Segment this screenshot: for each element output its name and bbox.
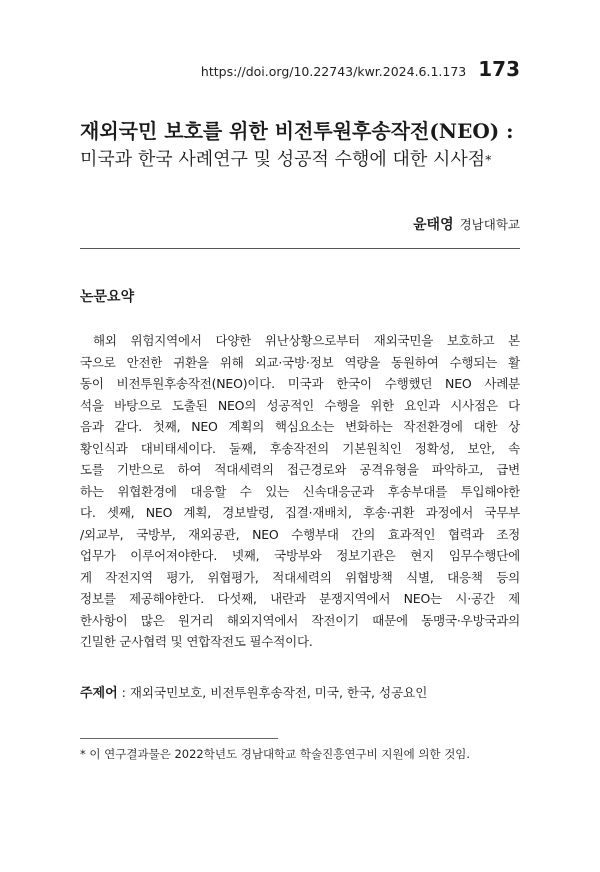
abstract-line: 음과 같다. 첫째, NEO 계획의 핵심요소는 변화하는 작전환경에 대한 상	[80, 419, 520, 434]
abstract-line: 동이 비전투원후송작전(NEO)이다. 미국과 한국이 수행했던 NEO 사례분	[80, 376, 520, 391]
abstract-line: 국으로 안전한 귀환을 위해 외교·국방·정보 역량을 동원하여 수행되는 활	[80, 354, 520, 370]
abstract-line: 정보를 제공해야한다. 다섯째, 내란과 분쟁지역에서 NEO는 시·공간 제	[80, 591, 520, 606]
abstract-line: 게 작전지역 평가, 위협평가, 적대세력의 위협방책 식별, 대응책 등의	[80, 569, 520, 585]
abstract-line: 다. 셋째, NEO 계획, 경보발령, 집결·재배치, 후송·귀환 과정에서 국무부	[80, 505, 520, 520]
doi-link[interactable]: https://doi.org/10.22743/kwr.2024.6.1.173	[200, 64, 467, 79]
keywords-line	[80, 684, 520, 703]
keywords-separator: :	[117, 685, 130, 700]
abstract-line: 석을 바탕으로 도출된 NEO의 성공적인 수행을 위한 요인과 시사점은 다	[80, 397, 520, 413]
page-number: 173	[478, 57, 520, 81]
title-footnote-mark: *	[485, 153, 492, 167]
paper-title: 재외국민 보호를 위한 비전투원후송작전(NEO) :	[80, 119, 514, 143]
author-line	[80, 214, 520, 234]
abstract-body	[80, 330, 520, 653]
abstract-line: 도를 기반으로 하여 적대세력의 접근경로와 공격유형을 파악하고, 급변	[80, 462, 520, 477]
header-divider	[80, 248, 520, 249]
abstract-line: 긴밀한 군사협력 및 연합작전도 필수적이다.	[80, 634, 313, 649]
paper-subtitle-text: 미국과 한국 사례연구 및 성공적 수행에 대한 시사점	[80, 149, 486, 170]
keywords-text: 재외국민보호, 비전투원후송작전, 미국, 한국, 성공요인	[129, 685, 428, 700]
abstract-line: 한사항이 많은 원거리 해외지역에서 작전이기 때문에 동맹국·우방국과의	[80, 612, 520, 628]
abstract-heading: 논문요약	[80, 289, 135, 305]
abstract-line: 업무가 이루어져야한다. 넷째, 국방부와 정보기관은 현지 임무수행단에	[80, 548, 520, 563]
running-header	[80, 56, 520, 80]
abstract-line: 황인식과 대비태세이다. 둘째, 후송작전의 기본원칙인 정확성, 보안, 속	[80, 440, 520, 456]
abstract-line: /외교부, 국방부, 재외공관, NEO 수행부대 간의 효과적인 협력과 조정	[80, 526, 520, 542]
author-name: 윤태영	[413, 217, 454, 233]
keywords-label: 주제어	[80, 686, 118, 701]
paper-subtitle	[80, 148, 540, 172]
footnote-divider	[80, 738, 278, 739]
abstract-line: 해외 위험지역에서 다양한 위난상황으로부터 재외국민을 보호하고 본	[93, 333, 520, 348]
abstract-line: 하는 위협환경에 대응할 수 있는 신속대응군과 후송부대를 투입해야한	[80, 483, 520, 499]
footnote: * 이 연구결과물은 2022학년도 경남대학교 학술진흥연구비 지원에 의한 것임.	[80, 747, 471, 761]
author-affiliation: 경남대학교	[459, 217, 520, 232]
